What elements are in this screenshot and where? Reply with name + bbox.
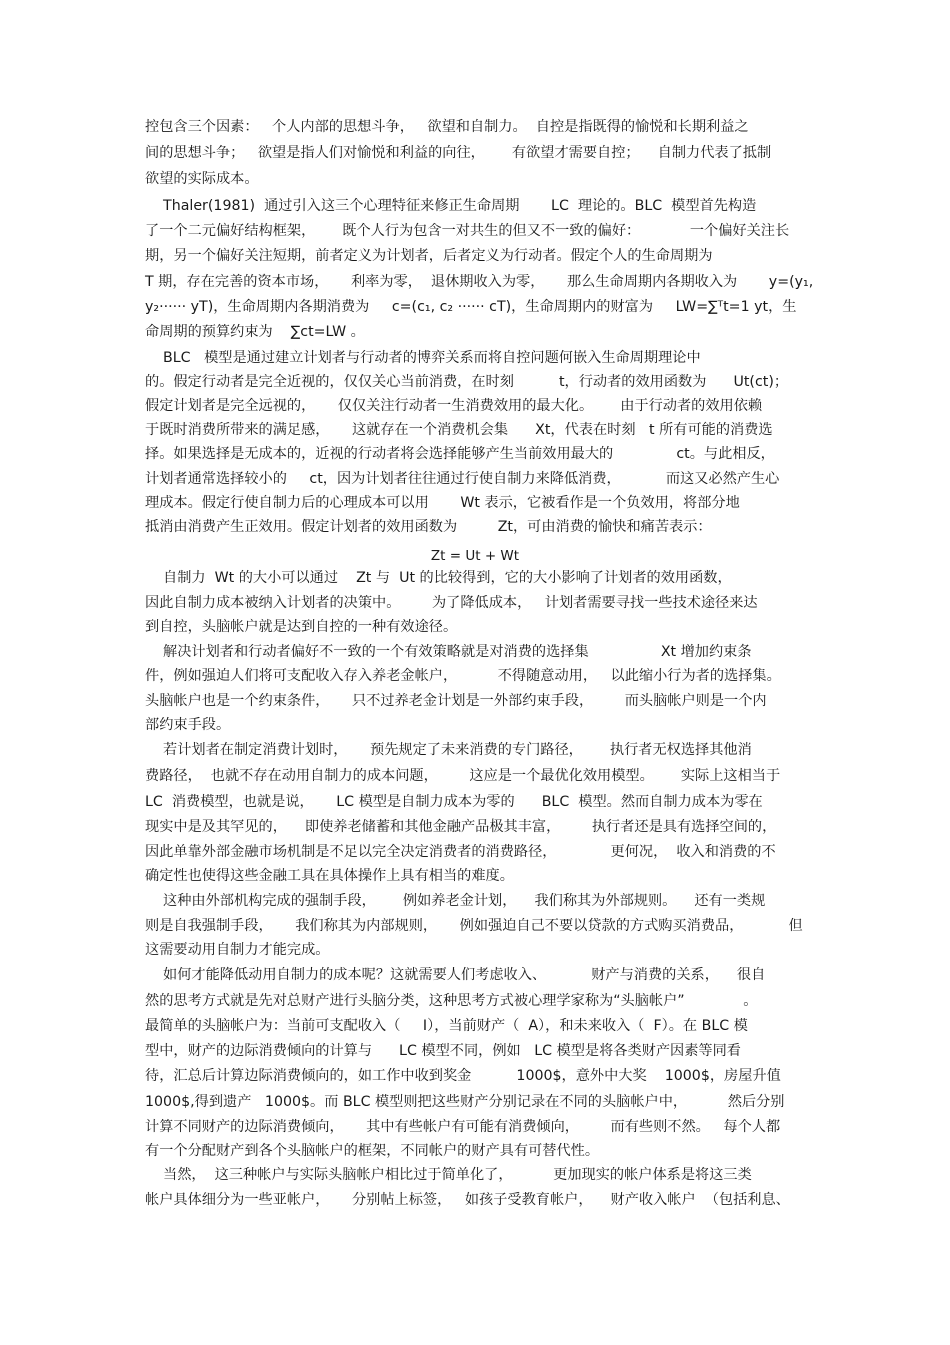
text-line: 型中，财产的边际消费倾向的计算与 LC 模型不同，例如 LC 模型是将各类财产因素等同看: [145, 1043, 741, 1059]
text-line: 则是自我强制手段， 我们称其为内部规则， 例如强迫自己不要以贷款的方式购买消费品， 但: [145, 918, 803, 934]
text-line: 控包含三个因素： 个人内部的思想斗争， 欲望和自制力。 自控是指既得的愉悦和长期利益之: [145, 119, 749, 135]
text-line: 最简单的头脑帐户为：当前可支配收入（ I），当前财产（ A），和未来收入（ F）。在 BLC 模: [145, 1018, 748, 1034]
formula: Zt = Ut + Wt: [430, 548, 520, 564]
text-line: 理成本。假定行使自制力后的心理成本可以用 Wt 表示，它被看作是一个负效用，将部分地: [145, 495, 740, 511]
text-line: 部约束手段。: [145, 717, 231, 733]
text-line: 命周期的预算约束为 ∑ct=LW 。: [145, 324, 365, 340]
text-line: 确定性也使得这些金融工具在具体操作上具有相当的难度。: [145, 868, 514, 884]
text-line: 了一个二元偏好结构框架， 既个人行为包含一对共生的但又不一致的偏好： 一个偏好关注长: [145, 223, 790, 239]
text-line: 待，汇总后计算边际消费倾向的，如工作中收到奖金 1000$，意外中大奖 1000$，房屋升值: [145, 1068, 781, 1084]
text-line: 抵消由消费产生正效用。假定计划者的效用函数为 Zt，可由消费的愉快和痛苦表示：: [145, 519, 712, 535]
text-line: 费路径， 也就不存在动用自制力的成本问题， 这应是一个最优化效用模型。 实际上这相当于: [145, 768, 781, 784]
text-line: 期，另一个偏好关注短期，前者定义为计划者，后者定义为行动者。假定个人的生命周期为: [145, 248, 713, 264]
text-line: 然的思考方式就是先对总财产进行头脑分类，这种思考方式被心理学家称为“头脑帐户” 。: [145, 993, 758, 1009]
text-line: 1000$,得到遗产 1000$。而 BLC 模型则把这些财产分别记录在不同的头脑帐户中， 然后分别: [145, 1094, 785, 1110]
text-line: Thaler(1981) 通过引入这三个心理特征来修正生命周期 LC 理论的。BLC 模型首先构造: [145, 198, 757, 214]
text-line: 这需要动用自制力才能完成。: [145, 942, 330, 958]
text-line: LC 消费模型，也就是说， LC 模型是自制力成本为零的 BLC 模型。然而自制力成本为零在: [145, 794, 763, 810]
text-line: 计算不同财产的边际消费倾向， 其中有些帐户有可能有消费倾向， 而有些则不然。 每个人都: [145, 1119, 781, 1135]
text-line: 间的思想斗争； 欲望是指人们对愉悦和利益的向往， 有欲望才需要自控； 自制力代表了抵制: [145, 145, 772, 161]
text-line: 现实中是及其罕见的， 即使养老储蓄和其他金融产品极其丰富， 执行者还是具有选择空间的，: [145, 819, 777, 835]
text-line: 有一个分配财产到各个头脑帐户的框架，不同帐户的财产具有可替代性。: [145, 1143, 600, 1159]
text-line: 如何才能降低动用自制力的成本呢？这就需要人们考虑收入、 财产与消费的关系， 很自: [145, 967, 766, 983]
text-line: 假定计划者是完全远视的， 仅仅关注行动者一生消费效用的最大化。 由于行动者的效用依赖: [145, 398, 763, 414]
text-line: 择。如果选择是无成本的，近视的行动者将会选择能够产生当前效用最大的 ct。与此相反，: [145, 446, 775, 462]
text-line: y₂······ yT)，生命周期内各期消费为 c=(c₁, c₂ ······ cT)，生命周期内的财富为 LW=∑ᵀt=1 yt，生: [145, 299, 797, 315]
text-line: 因此自制力成本被纳入计划者的决策中。 为了降低成本， 计划者需要寻找一些技术途径来达: [145, 595, 758, 611]
text-line: 因此单靠外部金融市场机制是不足以完全决定消费者的消费路径， 更何况， 收入和消费的不: [145, 844, 776, 860]
text-line: 这种由外部机构完成的强制手段， 例如养老金计划， 我们称其为外部规则。 还有一类规: [145, 893, 766, 909]
text-line: 帐户具体细分为一些亚帐户， 分别帖上标签， 如孩子受教育帐户， 财产收入帐户 （包括利息、: [145, 1192, 790, 1208]
text-line: 计划者通常选择较小的 ct，因为计划者往往通过行使自制力来降低消费， 而这又必然产生心: [145, 471, 780, 487]
text-line: 自制力 Wt 的大小可以通过 Zt 与 Ut 的比较得到，它的大小影响了计划者的效用函数，: [145, 570, 732, 586]
text-line: 件，例如强迫人们将可支配收入存入养老金帐户， 不得随意动用， 以此缩小行为者的选择集。: [145, 668, 781, 684]
text-line: 当然， 这三种帐户与实际头脑帐户相比过于简单化了， 更加现实的帐户体系是将这三类: [145, 1167, 752, 1183]
text-line: 于既时消费所带来的满足感， 这就存在一个消费机会集 Xt，代表在时刻 t 所有可能的消费选: [145, 422, 773, 438]
text-line: 的。假定行动者是完全近视的，仅仅关心当前消费，在时刻 t，行动者的效用函数为 Ut(ct)；: [145, 374, 789, 390]
text-line: 欲望的实际成本。: [145, 171, 259, 187]
text-line: BLC 模型是通过建立计划者与行动者的博弈关系而将自控问题何嵌入生命周期理论中: [145, 350, 701, 366]
text-line: 头脑帐户也是一个约束条件， 只不过养老金计划是一外部约束手段， 而头脑帐户则是一个内: [145, 693, 767, 709]
text-line: T 期，存在完善的资本市场， 利率为零， 退休期收入为零， 那么生命周期内各期收入为 y=(y₁,: [145, 274, 814, 290]
text-line: 到自控，头脑帐户就是达到自控的一种有效途径。: [145, 619, 458, 635]
text-line: 解决计划者和行动者偏好不一致的一个有效策略就是对消费的选择集 Xt 增加约束条: [145, 644, 752, 660]
text-line: 若计划者在制定消费计划时， 预先规定了未来消费的专门路径， 执行者无权选择其他消: [145, 742, 752, 758]
